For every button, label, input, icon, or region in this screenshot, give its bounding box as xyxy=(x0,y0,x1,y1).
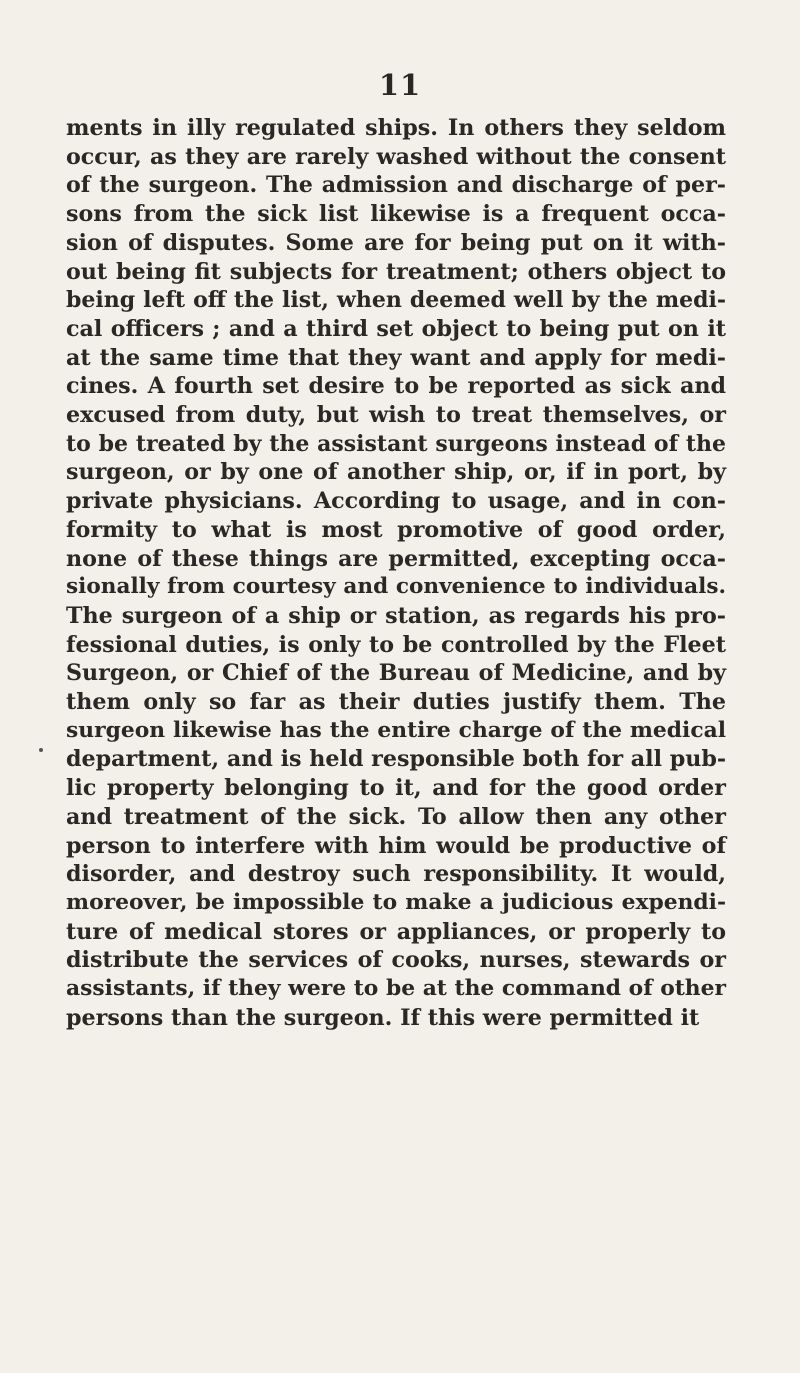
text-line: out being fit subjects for treatment; others object to xyxy=(66,258,726,285)
page-number: 11 xyxy=(378,68,422,102)
text-line: ture of medical stores or appliances, or properly to xyxy=(66,918,726,945)
text-line: excused from duty, but wish to treat themselves, or xyxy=(66,402,726,429)
text-line: being left off the list, when deemed well by the medi- xyxy=(66,287,726,314)
text-line: surgeon likewise has the entire charge of the medical xyxy=(66,717,726,743)
text-line: ments in illy regulated ships. In others they seldom xyxy=(66,115,726,141)
text-line: assistants, if they were to be at the command of other xyxy=(66,976,726,1002)
text-line: to be treated by the assistant surgeons instead of the xyxy=(66,430,726,457)
body-paragraph xyxy=(66,114,726,1033)
text-line: moreover, be impossible to make a judicious expendi- xyxy=(66,889,726,915)
text-line: The surgeon of a ship or station, as regards his pro- xyxy=(66,602,726,629)
text-line: disorder, and destroy such responsibility. It would, xyxy=(66,861,726,888)
text-line: distribute the services of cooks, nurses, stewards or xyxy=(66,947,726,974)
text-line: occur, as they are rarely washed without the consent xyxy=(66,143,726,170)
text-line: them only so far as their duties justify them. The xyxy=(66,689,726,716)
margin-mark xyxy=(39,748,43,752)
text-line: none of these things are permitted, excepting occa- xyxy=(66,545,726,572)
text-line: Surgeon, or Chief of the Bureau of Medicine, and by xyxy=(66,660,726,687)
text-line: sons from the sick list likewise is a frequent occa- xyxy=(66,201,726,228)
text-line: fessional duties, is only to be controlled by the Fleet xyxy=(66,631,726,658)
text-line: persons than the surgeon. If this were permitted it xyxy=(66,1004,700,1031)
text-line: and treatment of the sick. To allow then any other xyxy=(66,803,726,830)
text-line: cines. A fourth set desire to be reported as sick and xyxy=(66,373,726,400)
text-line: cal officers ; and a third set object to being put on it xyxy=(66,315,726,342)
text-line: of the surgeon. The admission and discharge of per- xyxy=(66,172,726,199)
text-line: sion of disputes. Some are for being put on it with- xyxy=(66,229,726,256)
text-line: at the same time that they want and apply for medi- xyxy=(66,344,726,371)
text-line: private physicians. According to usage, and in con- xyxy=(66,488,726,515)
text-line: surgeon, or by one of another ship, or, if in port, by xyxy=(66,459,726,486)
text-line: formity to what is most promotive of good order, xyxy=(66,516,726,543)
text-line: person to interfere with him would be productive of xyxy=(66,832,726,859)
text-line: lic property belonging to it, and for the good order xyxy=(66,775,726,802)
text-line: department, and is held responsible both for all pub- xyxy=(66,746,727,773)
text-line: sionally from courtesy and convenience to individuals. xyxy=(66,574,726,600)
